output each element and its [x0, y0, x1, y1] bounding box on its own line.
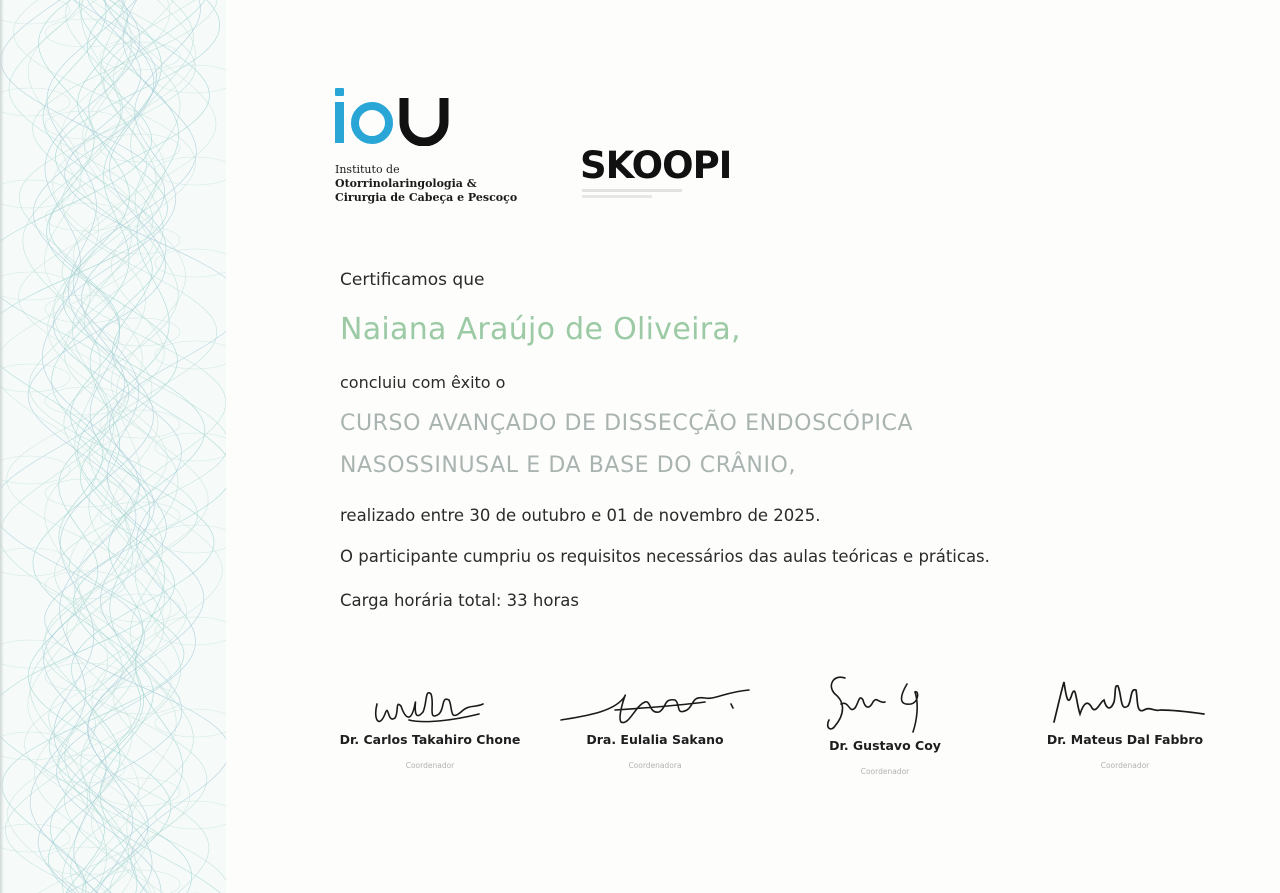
signatory-name: Dr. Gustavo Coy — [829, 738, 941, 753]
signatory-role: Coordenador — [1100, 761, 1150, 770]
handwritten-signature-sakano — [555, 676, 755, 732]
handwritten-signature-coy — [815, 670, 955, 738]
paper-edge-shadow — [0, 0, 4, 893]
total-hours: Carga horária total: 33 horas — [340, 591, 579, 610]
course-dates: realizado entre 30 de outubro e 01 de novembro de 2025. — [340, 506, 821, 525]
iou-institute-name — [335, 163, 517, 205]
signatory-name: Dra. Eulalia Sakano — [586, 732, 724, 747]
signature-block-coy — [800, 670, 970, 776]
handwritten-signature-chone — [365, 674, 495, 732]
iou-line-2: Otorrinolaringologia & — [335, 177, 477, 190]
signature-block-sakano — [550, 676, 760, 770]
signature-block-chone — [330, 674, 530, 770]
signatory-name: Dr. Carlos Takahiro Chone — [339, 732, 521, 747]
iou-line-3: Cirurgia de Cabeça e Pescoço — [335, 191, 518, 204]
requirements-statement: O participante cumpriu os requisitos necessários das aulas teóricas e práticas. — [340, 547, 990, 566]
handwritten-signature-dal-fabbro — [1040, 672, 1210, 732]
course-title-line-1: CURSO AVANÇADO DE DISSECÇÃO ENDOSCÓPICA — [340, 411, 914, 436]
signatory-role: Coordenador — [405, 761, 455, 770]
signatory-name: Dr. Mateus Dal Fabbro — [1046, 732, 1204, 747]
signatory-role: Coordenadora — [628, 761, 682, 770]
certificate-intro: Certificamos que — [340, 270, 485, 290]
iou-line-1: Instituto de — [335, 163, 400, 176]
recipient-name: Naiana Araújo de Oliveira, — [340, 312, 741, 347]
guilloche-border-pattern — [0, 0, 226, 893]
completion-text: concluiu com êxito o — [340, 373, 506, 392]
course-title-line-2: NASOSSINUSAL E DA BASE DO CRÂNIO, — [340, 453, 797, 478]
guilloche-pattern-graphic — [0, 0, 226, 893]
iou-logo — [334, 84, 459, 146]
signatory-role: Coordenador — [860, 767, 910, 776]
skoopi-logo: SKOOPI — [580, 144, 732, 187]
skoopi-tagline-illegible — [582, 189, 722, 198]
signature-block-dal-fabbro — [1035, 672, 1215, 770]
